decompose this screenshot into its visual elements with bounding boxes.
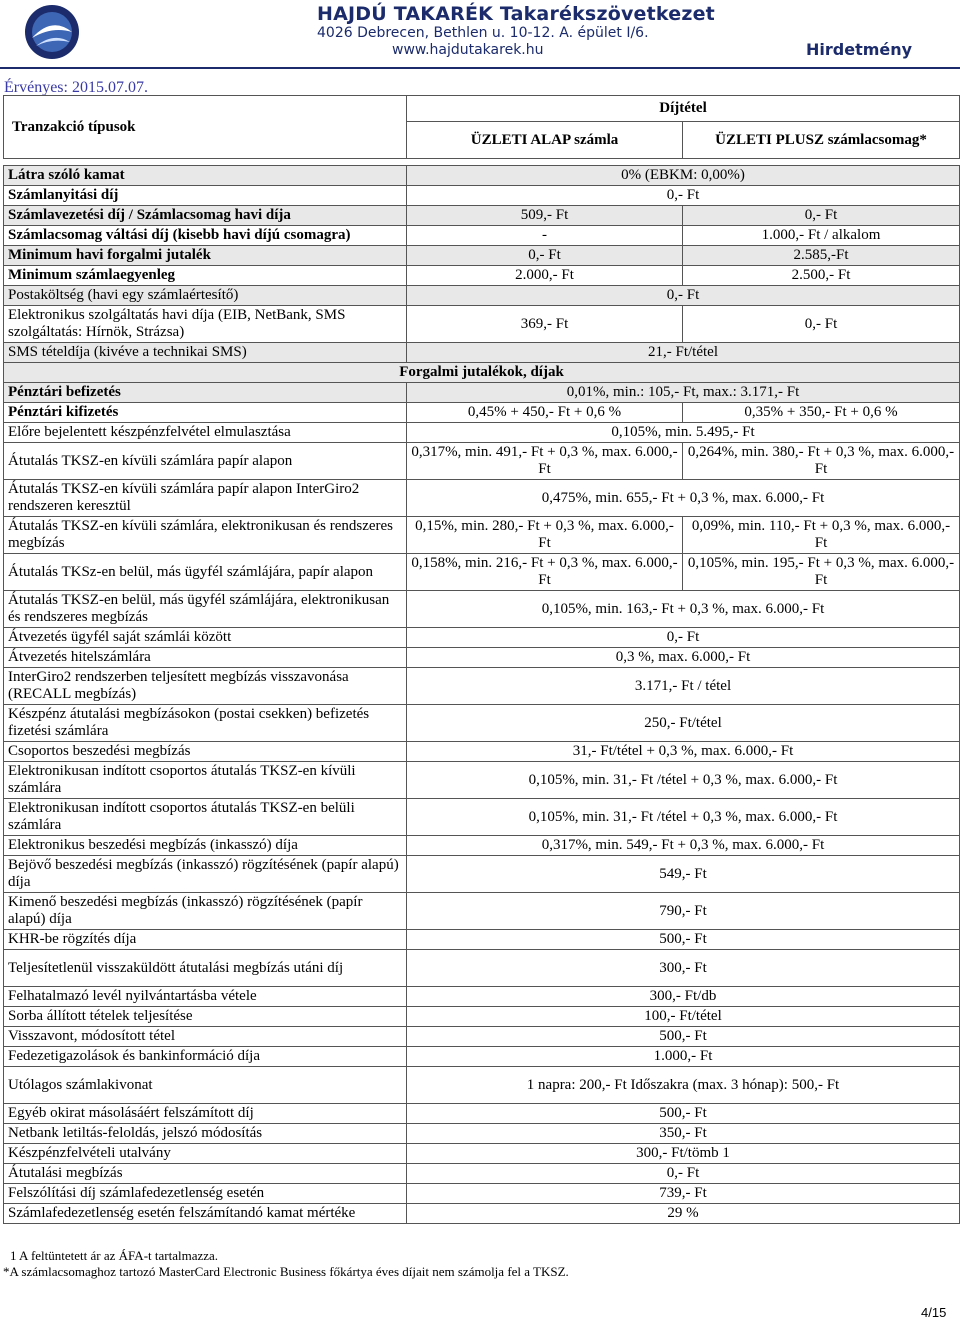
row-label: Számlavezetési díj / Számlacsomag havi díja <box>4 206 407 226</box>
row-fee-alap: 0,45% + 450,- Ft + 0,6 % <box>407 403 683 423</box>
row-label: Átutalás TKSz-en belül, más ügyfél számlájára, papír alapon <box>4 554 407 591</box>
row-fee-both: 0,105%, min. 31,- Ft /tétel + 0,3 %, max. 6.000,- Ft <box>407 799 960 836</box>
table-row <box>4 186 960 206</box>
row-label: Csoportos beszedési megbízás <box>4 742 407 762</box>
table-row <box>4 246 960 266</box>
row-label: Készpénz átutalási megbízásokon (postai csekken) befizetés fizetési számlára <box>4 705 407 742</box>
table-row <box>4 705 960 742</box>
bank-name: HAJDÚ TAKARÉK Takarékszövetkezet <box>317 3 715 25</box>
table-row <box>4 286 960 306</box>
table-row <box>4 554 960 591</box>
row-fee-both: 500,- Ft <box>407 1104 960 1124</box>
row-fee-both: 0,01%, min.: 105,- Ft, max.: 3.171,- Ft <box>407 383 960 403</box>
row-fee-both: 500,- Ft <box>407 1027 960 1047</box>
table-row <box>4 762 960 799</box>
bank-website: www.hajdutakarek.hu <box>392 42 544 58</box>
table-row <box>4 591 960 628</box>
row-fee-both: 300,- Ft <box>407 950 960 987</box>
row-label: Átvezetés ügyfél saját számlái között <box>4 628 407 648</box>
row-label: Átutalás TKSZ-en kívüli számlára, elektronikusan és rendszeres megbízás <box>4 517 407 554</box>
bank-logo-icon <box>22 2 82 62</box>
table-row <box>4 628 960 648</box>
row-fee-both: 31,- Ft/tétel + 0,3 %, max. 6.000,- Ft <box>407 742 960 762</box>
bank-address: 4026 Debrecen, Bethlen u. 10-12. A. épület I/6. <box>317 25 649 41</box>
row-fee-alap: 509,- Ft <box>407 206 683 226</box>
row-fee-both: 0,- Ft <box>407 286 960 306</box>
row-fee-plusz: 2.585,-Ft <box>683 246 960 266</box>
row-label: Átutalás TKSZ-en belül, más ügyfél számlájára, elektronikusan és rendszeres megbízás <box>4 591 407 628</box>
table-row <box>4 1144 960 1164</box>
table-row <box>4 893 960 930</box>
row-label: Postaköltség (havi egy számlaértesítő) <box>4 286 407 306</box>
footnote-mastercard: *A számlacsomaghoz tartozó MasterCard Electronic Business főkártya éves díjait nem számolja fel a TKSZ. <box>3 1264 569 1279</box>
row-label: Elektronikusan indított csoportos átutalás TKSZ-en belüli számlára <box>4 799 407 836</box>
row-fee-both: 300,- Ft/db <box>407 987 960 1007</box>
row-fee-both: 790,- Ft <box>407 893 960 930</box>
row-label: Átutalás TKSZ-en kívüli számlára papír alapon <box>4 443 407 480</box>
table-row <box>4 517 960 554</box>
table-row <box>4 742 960 762</box>
table-row <box>4 480 960 517</box>
row-label: Átutalási megbízás <box>4 1164 407 1184</box>
row-fee-both: 0,- Ft <box>407 186 960 206</box>
row-fee-both: 29 % <box>407 1204 960 1224</box>
row-fee-alap: 2.000,- Ft <box>407 266 683 286</box>
table-row <box>4 1047 960 1067</box>
row-fee-plusz: 0,09%, min. 110,- Ft + 0,3 %, max. 6.000,- Ft <box>683 517 960 554</box>
table-row <box>4 799 960 836</box>
header-fee: Díjtétel <box>407 96 960 122</box>
spacer <box>4 159 960 166</box>
table-row <box>4 668 960 705</box>
row-fee-both: 1 napra: 200,- Ft Időszakra (max. 3 hónap): 500,- Ft <box>407 1067 960 1104</box>
row-label: Teljesítetlenül visszaküldött átutalási megbízás utáni díj <box>4 950 407 987</box>
row-label: Felhatalmazó levél nyilvántartásba vétele <box>4 987 407 1007</box>
row-fee-both: 300,- Ft/tömb 1 <box>407 1144 960 1164</box>
row-label: Kimenő beszedési megbízás (inkasszó) rögzítésének (papír alapú) díja <box>4 893 407 930</box>
row-label: Készpénzfelvételi utalvány <box>4 1144 407 1164</box>
row-fee-both: 1.000,- Ft <box>407 1047 960 1067</box>
table-row <box>4 950 960 987</box>
page-header <box>0 0 960 72</box>
row-label: Látra szóló kamat <box>4 166 407 186</box>
table-row <box>4 1184 960 1204</box>
row-label: Fedezetigazolások és bankinformáció díja <box>4 1047 407 1067</box>
section-title: Forgalmi jutalékok, díjak <box>4 363 960 383</box>
row-fee-both: 250,- Ft/tétel <box>407 705 960 742</box>
table-row <box>4 383 960 403</box>
section-row <box>4 363 960 383</box>
table-row <box>4 306 960 343</box>
row-fee-plusz: 0,- Ft <box>683 206 960 226</box>
row-label: InterGiro2 rendszerben teljesített megbízás visszavonása (RECALL megbízás) <box>4 668 407 705</box>
row-label: Számlanyitási díj <box>4 186 407 206</box>
row-fee-both: 500,- Ft <box>407 930 960 950</box>
row-fee-both: 0% (EBKM: 0,00%) <box>407 166 960 186</box>
valid-from: Érvényes: 2015.07.07. <box>4 79 148 96</box>
header-spacer-row <box>4 159 960 166</box>
table-row <box>4 266 960 286</box>
row-fee-both: 350,- Ft <box>407 1124 960 1144</box>
row-label: Számlafedezetlenség esetén felszámítandó kamat mértéke <box>4 1204 407 1224</box>
table-row <box>4 1164 960 1184</box>
header-plusz-package: ÜZLETI PLUSZ számlacsomag* <box>683 122 960 159</box>
row-fee-both: 739,- Ft <box>407 1184 960 1204</box>
row-fee-plusz: 2.500,- Ft <box>683 266 960 286</box>
row-fee-both: 0,475%, min. 655,- Ft + 0,3 %, max. 6.000,- Ft <box>407 480 960 517</box>
row-fee-plusz: 1.000,- Ft / alkalom <box>683 226 960 246</box>
page-number: 4/15 <box>921 1305 947 1320</box>
header-divider <box>0 67 960 69</box>
table-row <box>4 987 960 1007</box>
fee-table <box>3 95 960 1224</box>
row-fee-plusz: 0,264%, min. 380,- Ft + 0,3 %, max. 6.000,- Ft <box>683 443 960 480</box>
row-fee-alap: 0,317%, min. 491,- Ft + 0,3 %, max. 6.000,- Ft <box>407 443 683 480</box>
row-label: Elektronikusan indított csoportos átutalás TKSZ-en kívüli számlára <box>4 762 407 799</box>
row-label: Minimum havi forgalmi jutalék <box>4 246 407 266</box>
table-row <box>4 443 960 480</box>
row-fee-alap: 369,- Ft <box>407 306 683 343</box>
row-fee-alap: 0,15%, min. 280,- Ft + 0,3 %, max. 6.000,- Ft <box>407 517 683 554</box>
row-fee-both: 549,- Ft <box>407 856 960 893</box>
table-row <box>4 1104 960 1124</box>
row-label: Bejövő beszedési megbízás (inkasszó) rögzítésének (papír alapú) díja <box>4 856 407 893</box>
row-fee-both: 3.171,- Ft / tétel <box>407 668 960 705</box>
row-fee-both: 21,- Ft/tétel <box>407 343 960 363</box>
row-fee-both: 0,3 %, max. 6.000,- Ft <box>407 648 960 668</box>
row-fee-both: 0,- Ft <box>407 1164 960 1184</box>
row-fee-plusz: 0,105%, min. 195,- Ft + 0,3 %, max. 6.000,- Ft <box>683 554 960 591</box>
row-fee-plusz: 0,- Ft <box>683 306 960 343</box>
row-label: Egyéb okirat másolásáért felszámított díj <box>4 1104 407 1124</box>
header-alap-account: ÜZLETI ALAP számla <box>407 122 683 159</box>
row-fee-both: 0,105%, min. 5.495,- Ft <box>407 423 960 443</box>
table-row <box>4 1204 960 1224</box>
row-label: Felszólítási díj számlafedezetlenség esetén <box>4 1184 407 1204</box>
row-fee-both: 0,317%, min. 549,- Ft + 0,3 %, max. 6.000,- Ft <box>407 836 960 856</box>
row-label: Számlacsomag váltási díj (kisebb havi díjú csomagra) <box>4 226 407 246</box>
table-row <box>4 403 960 423</box>
document-type: Hirdetmény <box>806 40 913 59</box>
table-row <box>4 166 960 186</box>
row-fee-alap: - <box>407 226 683 246</box>
table-row <box>4 1067 960 1104</box>
table-row <box>4 1027 960 1047</box>
row-label: Netbank letiltás-feloldás, jelszó módosítás <box>4 1124 407 1144</box>
table-row <box>4 206 960 226</box>
table-row <box>4 1007 960 1027</box>
table-header-row <box>4 96 960 122</box>
table-row <box>4 423 960 443</box>
row-fee-alap: 0,- Ft <box>407 246 683 266</box>
row-fee-both: 0,- Ft <box>407 628 960 648</box>
row-label: Sorba állított tételek teljesítése <box>4 1007 407 1027</box>
table-row <box>4 1124 960 1144</box>
row-label: Elektronikus beszedési megbízás (inkasszó) díja <box>4 836 407 856</box>
row-label: SMS tételdíja (kivéve a technikai SMS) <box>4 343 407 363</box>
row-fee-both: 0,105%, min. 31,- Ft /tétel + 0,3 %, max. 6.000,- Ft <box>407 762 960 799</box>
row-label: Pénztári befizetés <box>4 383 407 403</box>
row-label: Visszavont, módosított tétel <box>4 1027 407 1047</box>
row-fee-plusz: 0,35% + 350,- Ft + 0,6 % <box>683 403 960 423</box>
row-label: Előre bejelentett készpénzfelvétel elmulasztása <box>4 423 407 443</box>
header-transaction-types: Tranzakció típusok <box>4 96 407 159</box>
table-row <box>4 648 960 668</box>
footnote-vat: 1 A feltüntetett ár az ÁFA-t tartalmazza. <box>10 1248 219 1263</box>
row-label: Minimum számlaegyenleg <box>4 266 407 286</box>
row-label: Elektronikus szolgáltatás havi díja (EIB, NetBank, SMS szolgáltatás: Hírnök, Strázsa) <box>4 306 407 343</box>
table-row <box>4 343 960 363</box>
row-label: KHR-be rögzítés díja <box>4 930 407 950</box>
row-fee-alap: 0,158%, min. 216,- Ft + 0,3 %, max. 6.000,- Ft <box>407 554 683 591</box>
table-row <box>4 856 960 893</box>
row-label: Átvezetés hitelszámlára <box>4 648 407 668</box>
table-row <box>4 226 960 246</box>
row-label: Utólagos számlakivonat <box>4 1067 407 1104</box>
table-row <box>4 836 960 856</box>
row-label: Pénztári kifizetés <box>4 403 407 423</box>
row-label: Átutalás TKSZ-en kívüli számlára papír alapon InterGiro2 rendszeren keresztül <box>4 480 407 517</box>
table-row <box>4 930 960 950</box>
row-fee-both: 0,105%, min. 163,- Ft + 0,3 %, max. 6.000,- Ft <box>407 591 960 628</box>
row-fee-both: 100,- Ft/tétel <box>407 1007 960 1027</box>
